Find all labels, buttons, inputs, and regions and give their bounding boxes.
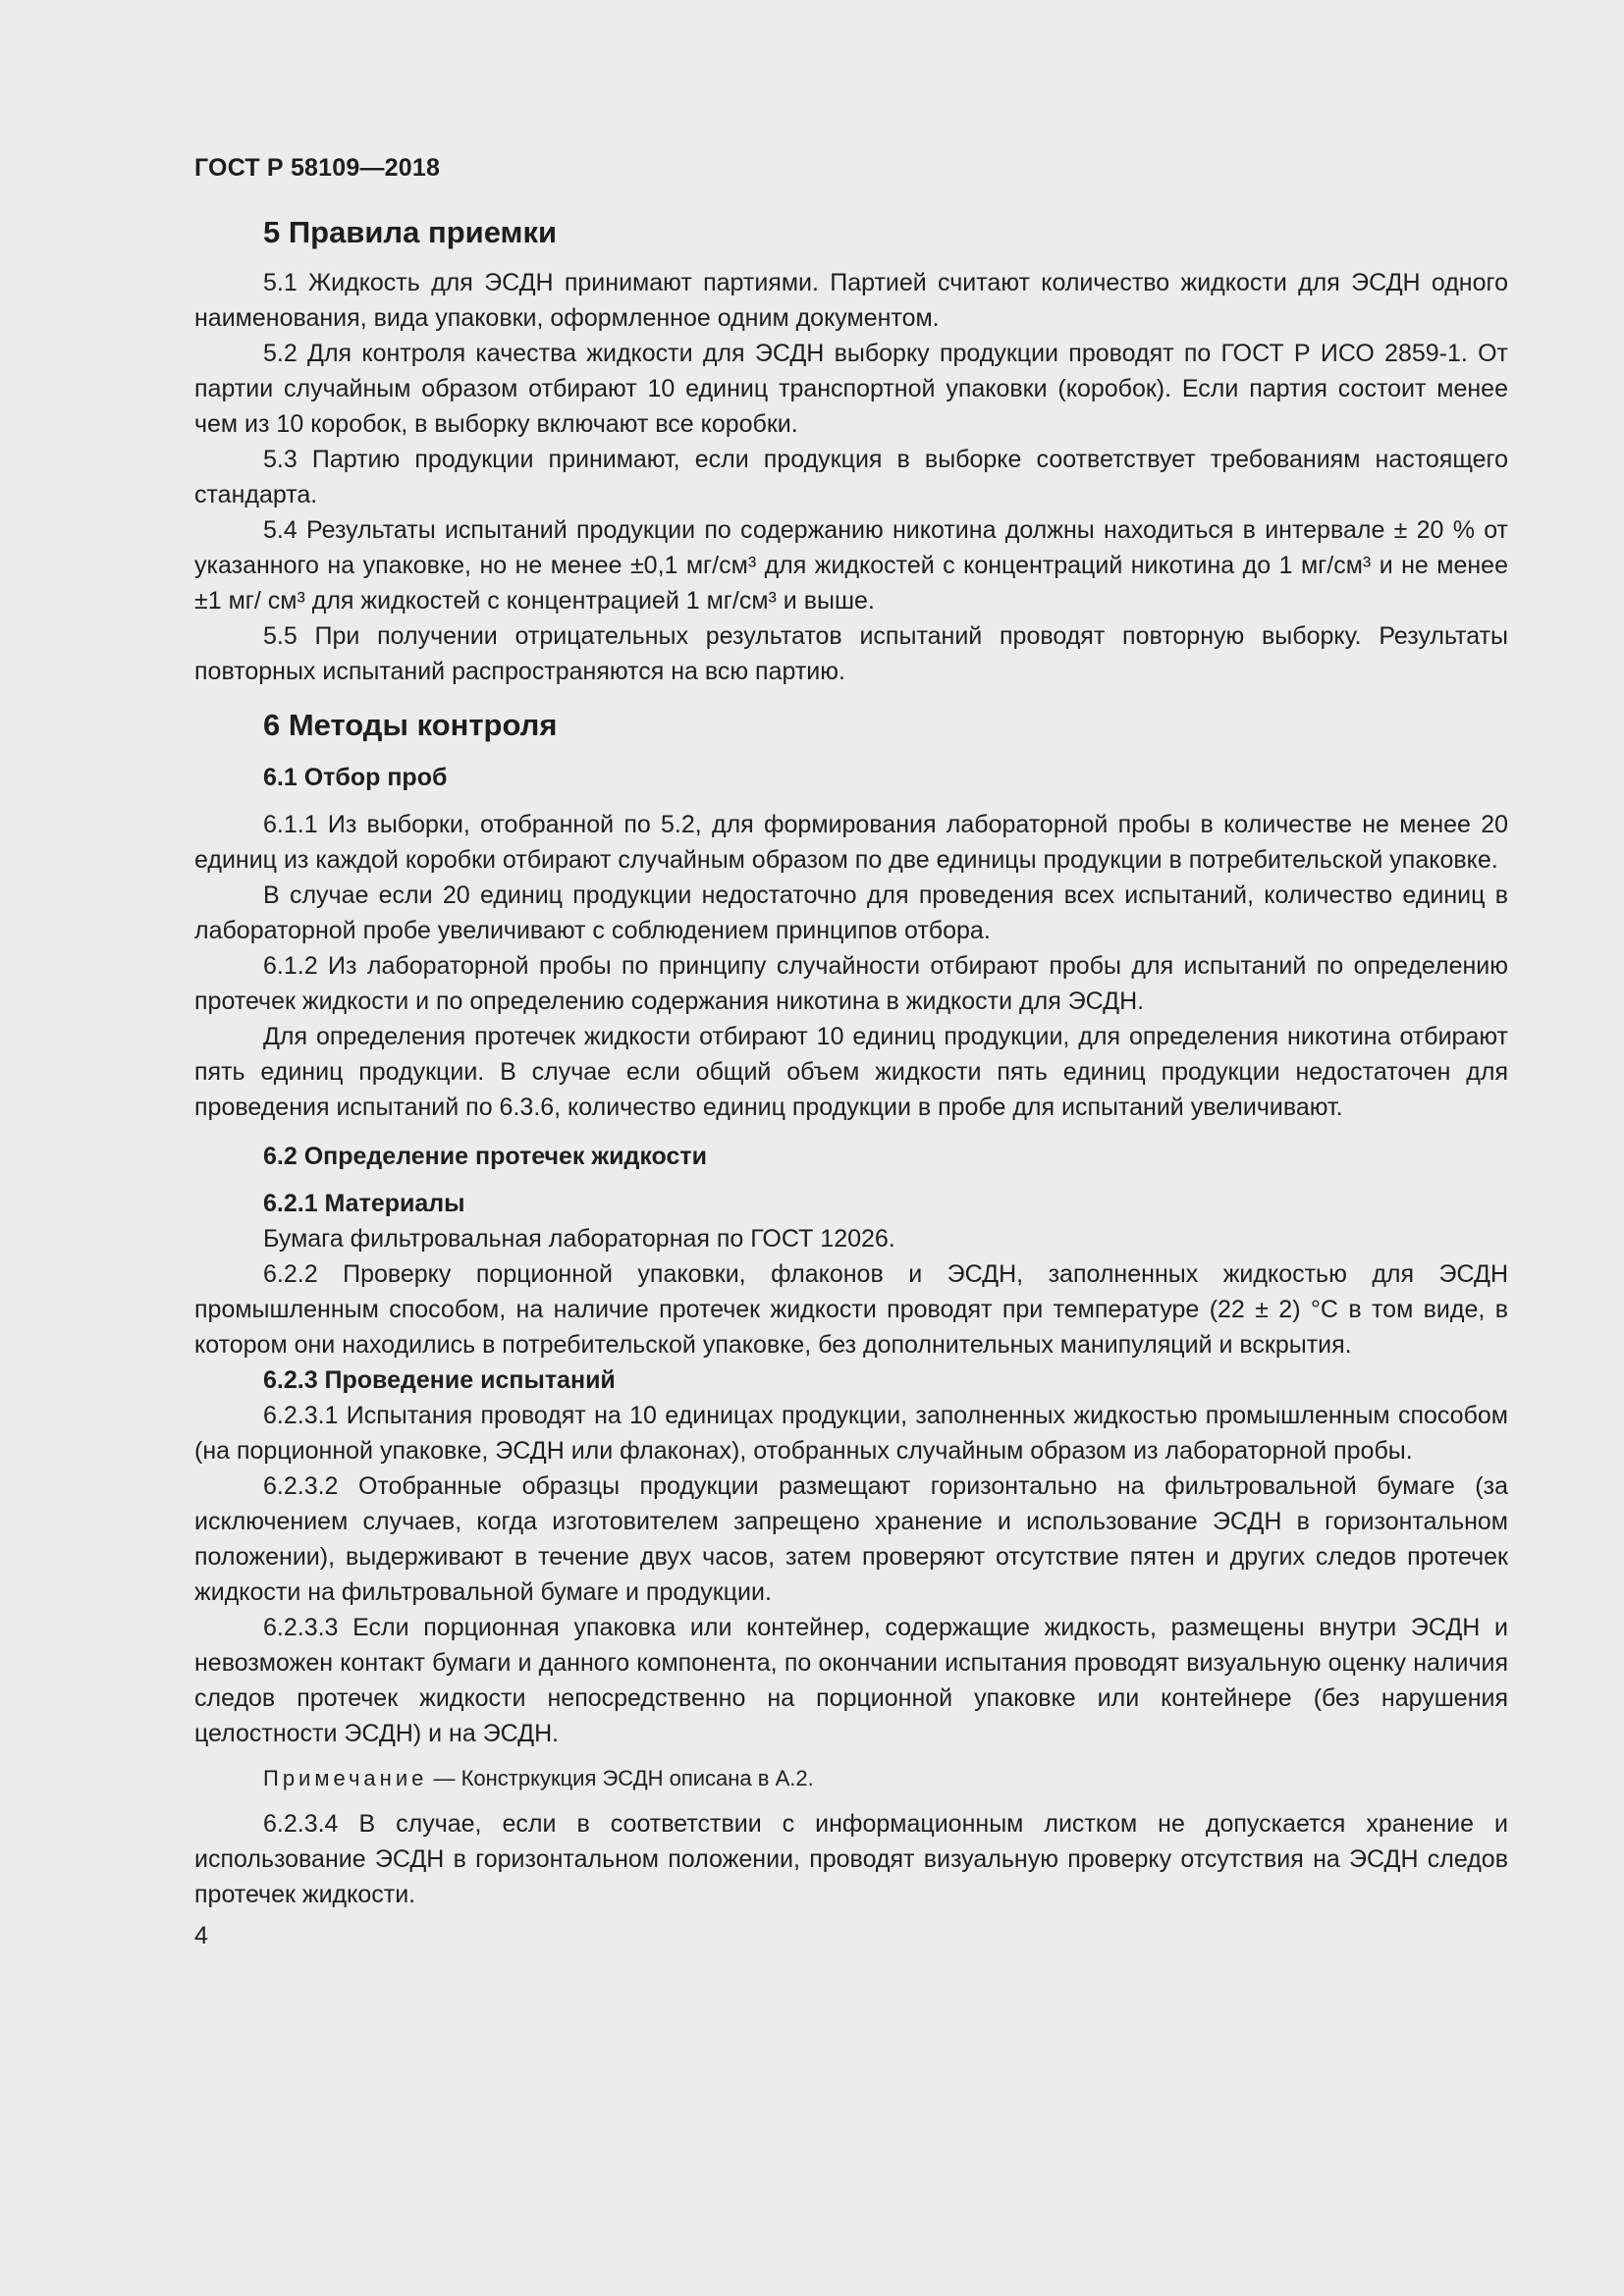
paragraph-5-2: 5.2 Для контроля качества жидкости для ЭСДН выборку продукции проводят по ГОСТ Р ИСО 2859-1. От партии случайным образом отбирают 10 единиц транспортной упаковки (коробок). Если партия состоит менее чем из 10 коробок, в выборку включают все коробки. [194,340,1508,438]
paragraph-6-2-3-4: 6.2.3.4 В случае, если в соответствии с информационным листком не допускается хранение и использование ЭСДН в горизонтальном положении, проводят визуальную проверку отсутствия на ЭСДН следов протечек жидкости. [194,1810,1508,1908]
paragraph-6-2-3-1: 6.2.3.1 Испытания проводят на 10 единицах продукции, заполненных жидкостью промышленным способом (на порционной упаковке, ЭСДН или флаконах), отобранных случайным образом из лабораторной пробы. [194,1402,1508,1465]
paragraph-5-5: 5.5 При получении отрицательных результатов испытаний проводят повторную выборку. Результаты повторных испытаний распространяются на всю партию. [194,622,1508,685]
paragraph-6-1-2-b: Для определения протечек жидкости отбирают 10 единиц продукции, для определения никотина отбирают пять единиц продукции. В случае если общий объем жидкости пять единиц продукции недостаточен для проведения испытаний по 6.3.6, количество единиц продукции в пробе для испытаний увеличивают. [194,1023,1508,1121]
paragraph-6-1-1-b: В случае если 20 единиц продукции недостаточно для проведения всех испытаний, количество единиц в лабораторной пробе увеличивают с соблюдением принципов отбора. [194,881,1508,944]
paragraph-5-4: 5.4 Результаты испытаний продукции по содержанию никотина должны находиться в интервале ± 20 % от указанного на упаковке, но не менее ±0,1 мг/см³ для жидкостей с концентраций никотина до 1 мг/см³ и не менее ±1 мг/ см³ для жидкостей с концентрацией 1 мг/см³ и выше. [194,516,1508,614]
note-text: — Констркукция ЭСДН описана в А.2. [427,1766,814,1790]
paragraph-6-2-2: 6.2.2 Проверку порционной упаковки, флаконов и ЭСДН, заполненных жидкостью для ЭСДН промышленным способом, на наличие протечек жидкости проводят при температуре (22 ± 2) °С в том виде, в котором они находились в потребительской упаковке, без дополнительных манипуляций и вскрытия. [194,1260,1508,1359]
paragraph-6-2-1: Бумага фильтровальная лабораторная по ГОСТ 12026. [263,1225,895,1253]
section-5-title: 5 Правила приемки [263,215,558,249]
paragraph-6-2-3-2: 6.2.3.2 Отобранные образцы продукции размещают горизонтально на фильтровальной бумаге (за исключением случаев, когда изготовителем запрещено хранение и использование ЭСДН в горизонтальном положении), выдерживают в течение двух часов, затем проверяют отсутствие пятен и других следов протечек жидкости на фильтровальной бумаге и продукции. [194,1472,1508,1606]
note-label: Примечание [263,1766,428,1790]
subsection-6-2-title: 6.2 Определение протечек жидкости [263,1143,707,1170]
subsection-6-2-1-title: 6.2.1 Материалы [263,1190,465,1217]
paragraph-6-2-3-3: 6.2.3.3 Если порционная упаковка или контейнер, содержащие жидкость, размещены внутри ЭСДН и невозможен контакт бумаги и данного компонента, по окончании испытания проводят визуальную оценку наличия следов протечек жидкости непосредственно на порционной упаковке или контейнере (без нарушения целостности ЭСДН) и на ЭСДН. [194,1614,1508,1747]
document-page [194,147,1508,1953]
subsection-6-2-3-title: 6.2.3 Проведение испытаний [263,1366,616,1394]
paragraph-5-1: 5.1 Жидкость для ЭСДН принимают партиями. Партией считают количество жидкости для ЭСДН одного наименования, вида упаковки, оформленное одним документом. [194,269,1508,332]
paragraph-5-3: 5.3 Партию продукции принимают, если продукция в выборке соответствует требованиям настоящего стандарта. [194,446,1508,508]
section-6-title: 6 Методы контроля [263,708,558,742]
paragraph-6-1-1: 6.1.1 Из выборки, отобранной по 5.2, для формирования лабораторной пробы в количестве не менее 20 единиц из каждой коробки отбирают случайным образом по две единицы продукции в потребительской упаковке. [194,811,1508,874]
subsection-6-1-title: 6.1 Отбор проб [263,764,448,791]
standard-code: ГОСТ Р 58109—2018 [194,154,441,182]
paragraph-6-1-2: 6.1.2 Из лабораторной пробы по принципу случайности отбирают пробы для испытаний по определению протечек жидкости и по определению содержания никотина в жидкости для ЭСДН. [194,952,1508,1015]
page-number: 4 [194,1922,208,1949]
note [194,1761,1508,1796]
